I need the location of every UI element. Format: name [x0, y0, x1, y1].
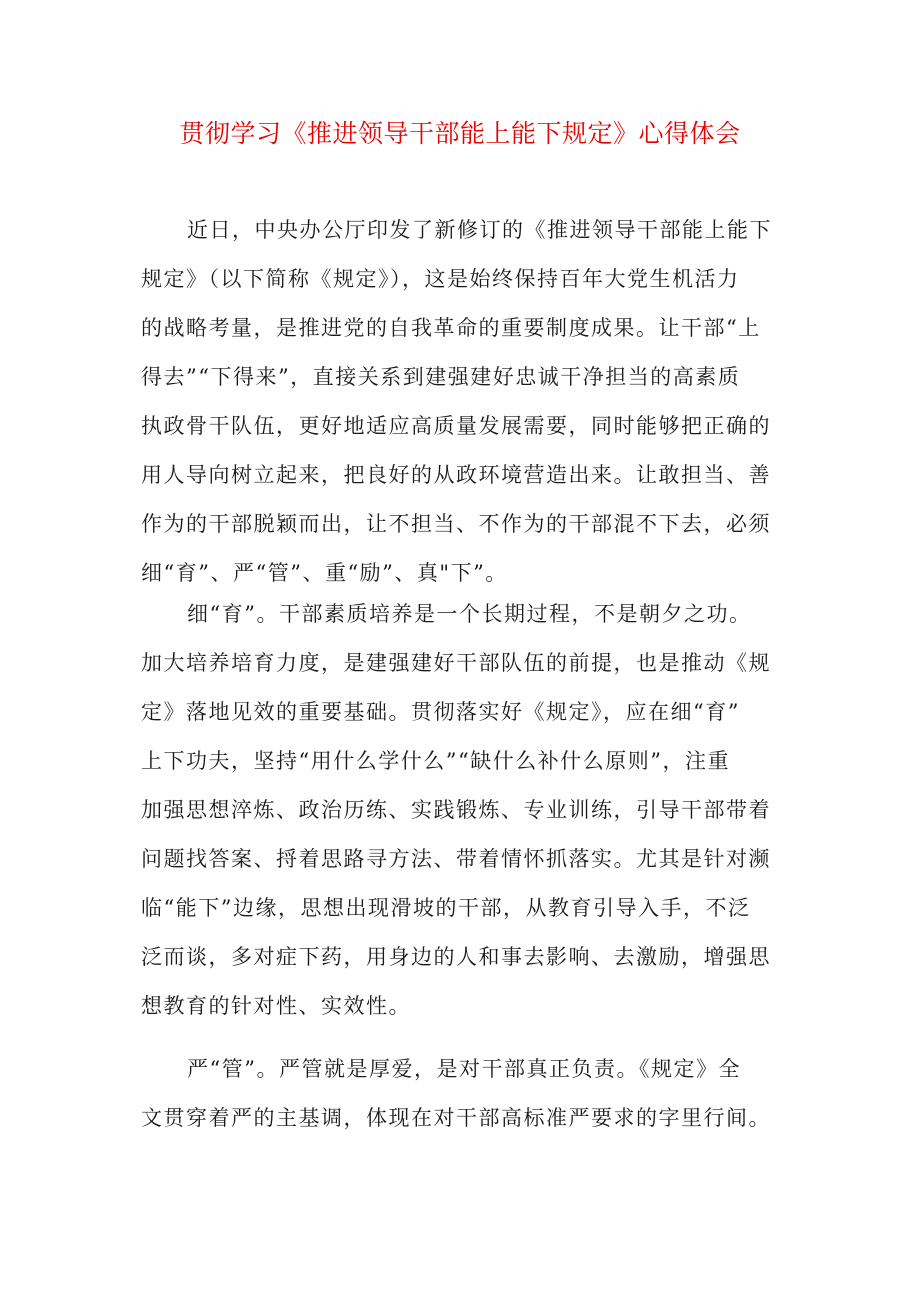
- paragraph-line: 严“管”。严管就是厚爱，是对干部真正负责。《规定》全: [187, 1057, 741, 1081]
- paragraph-line: 的战略考量，是推进党的自我革命的重要制度成果。让干部“上: [141, 316, 761, 340]
- paragraph-line: 加强思想淬炼、政治历练、实践锻炼、专业训练，引导干部带着: [141, 798, 771, 822]
- paragraph-line: 细“育”。干部素质培养是一个长期过程，不是朝夕之功。: [187, 602, 752, 626]
- paragraph-line: 近日，中央办公厅印发了新修订的《推进领导干部能上能下: [187, 218, 772, 242]
- paragraph-2: [141, 590, 781, 1031]
- document-title: 贯彻学习《推进领导干部能上能下规定》心得体会: [179, 119, 741, 148]
- paragraph-line: 用人导向树立起来，把良好的从政环境营造出来。让敢担当、善: [141, 463, 771, 487]
- paragraph-line: 想教育的针对性、实效性。: [141, 994, 411, 1018]
- paragraph-line: 文贯穿着严的主基调，体现在对干部高标准严要求的字里行间。: [141, 1106, 771, 1130]
- paragraph-line: 规定》（以下简称《规定》），这是始终保持百年大党生机活力: [141, 267, 740, 291]
- paragraph-line: 泛而谈，多对症下药，用身边的人和事去影响、去激励，增强思: [141, 945, 771, 969]
- paragraph-line: 执政骨干队伍，更好地适应高质量发展需要，同时能够把正确的: [141, 414, 771, 438]
- paragraph-line: 定》落地见效的重要基础。贯彻落实好《规定》，应在细“育”: [141, 700, 740, 724]
- paragraph-line: 临“能下”边缘，思想出现滑坡的干部，从教育引导入手，不泛: [141, 896, 751, 920]
- paragraph-line: 上下功夫，坚持“用什么学什么”“缺什么补什么原则”，注重: [141, 749, 730, 773]
- paragraph-line: 问题找答案、捋着思路寻方法、带着情怀抓落实。尤其是针对濒: [141, 847, 771, 871]
- paragraph-line: 加大培养培育力度，是建强建好干部队伍的前提，也是推动《规: [141, 651, 771, 675]
- paragraph-line: 作为的干部脱颖而出，让不担当、不作为的干部混不下去，必须: [141, 512, 771, 536]
- paragraph-line: 得去”“下得来”，直接关系到建强建好忠诚干净担当的高素质: [141, 365, 741, 389]
- paragraph-line: 细“育”、严“管”、重“励”、真"下”。: [141, 561, 508, 585]
- paragraph-1: [141, 206, 781, 598]
- paragraph-3: [141, 1045, 781, 1143]
